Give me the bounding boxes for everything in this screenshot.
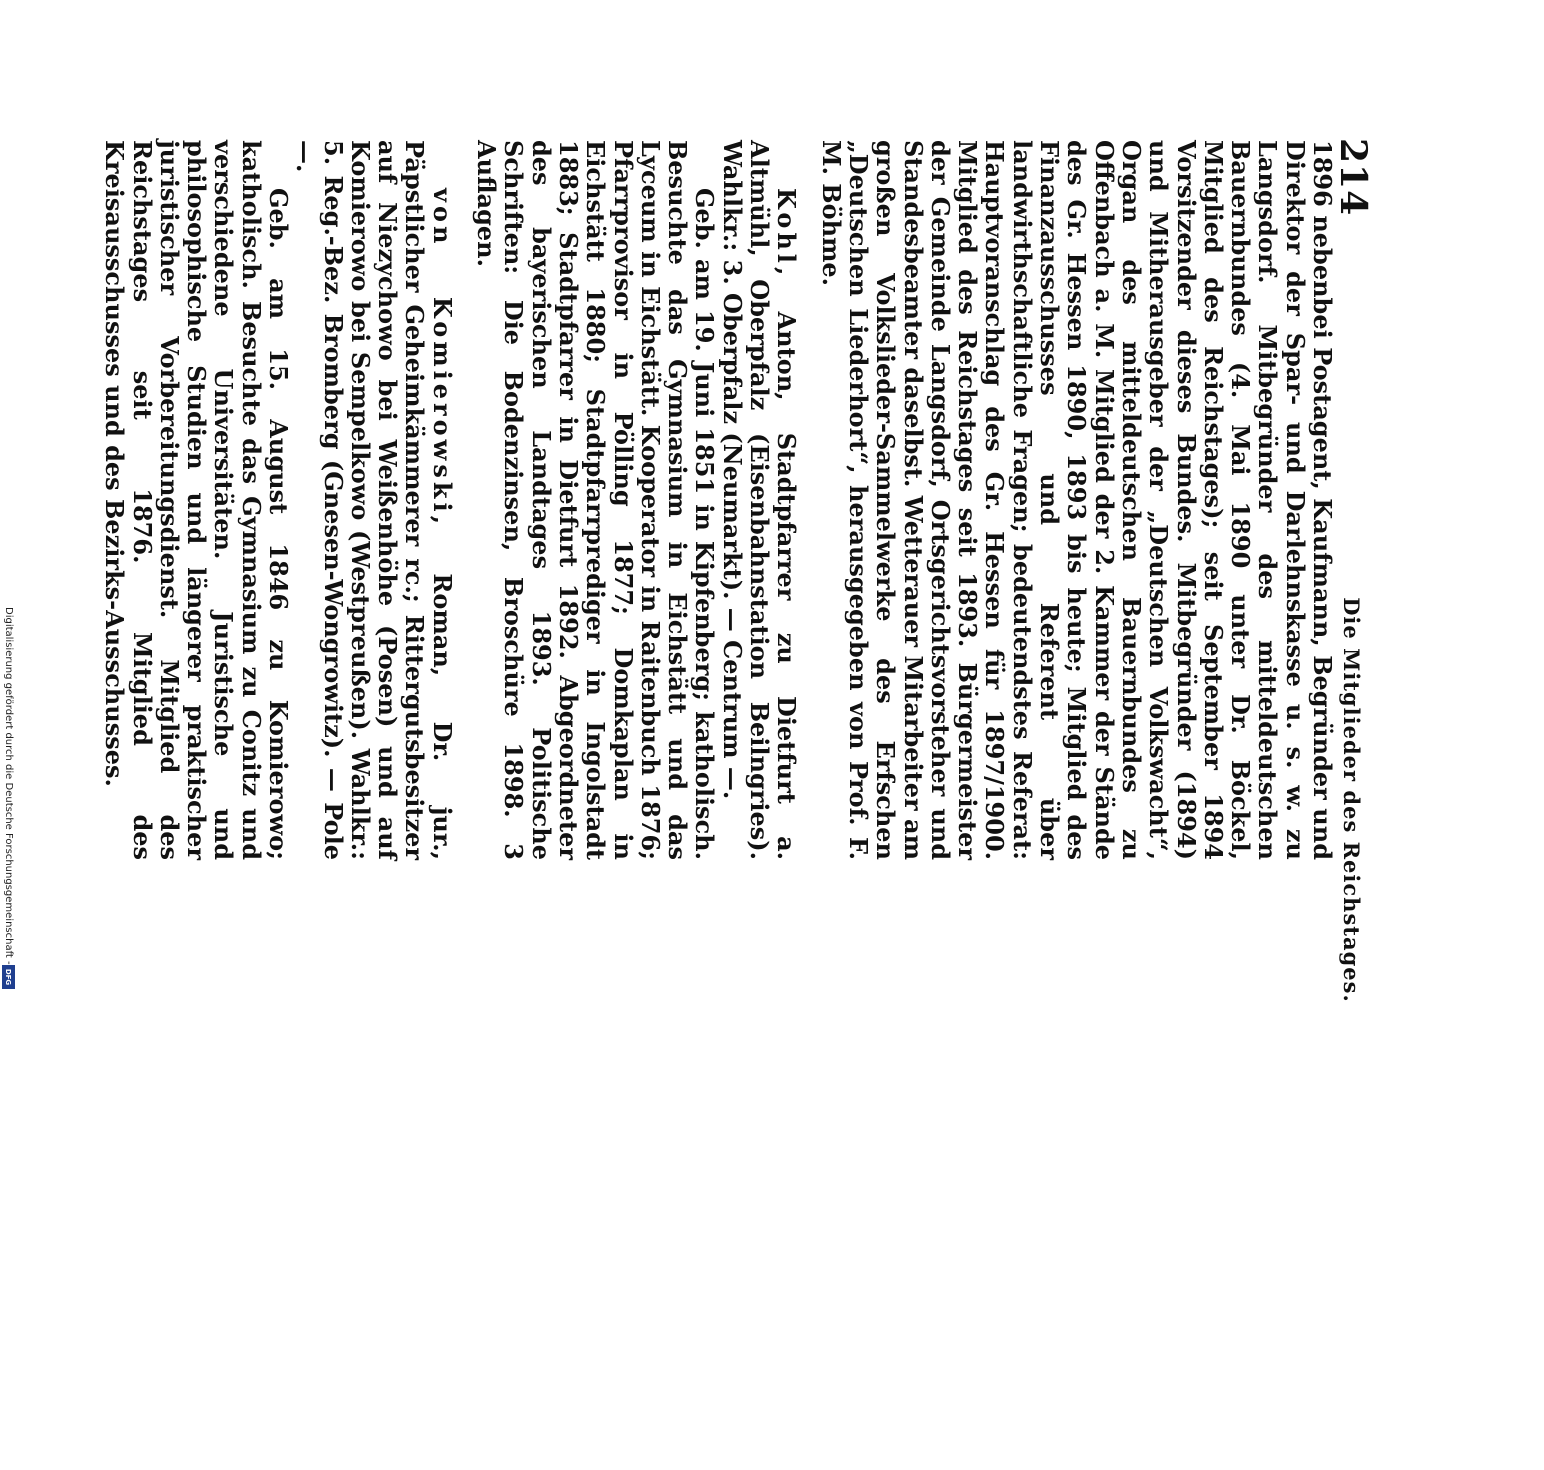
entry-continuation-paragraph: 1896 nebenbei Postagent, Kaufmann, Begründer und Direktor der Spar- und Darlehnskasse u. s. w. zu Langsdorf. Mitbegründer des mitteldeutschen Bauernbundes (4. Mai 1890 unter Dr. Böckel, Mitglied des Reichstages); seit September 1894 Vorsitzender dieses Bundes. Mitbegründer (1894) und Mitherausgeber der „Deutschen Volkswacht“, Organ des mitteldeutschen Bauernbundes zu Offenbach a. M. Mitglied der 2. Kammer der Stände des Gr. Hessen 1890, 1893 bis heute; Mitglied des Finanzausschusses und Referent über landwirthschaftliche Fragen; bedeutendstes Referat: Hauptvoranschlag des Gr. Hessen für 1897/1900. Mitglied des Reichstages seit 1893. Bürgermeister der Gemeinde Langsdorf, Ortsgerichtsvorsteher und Standesbeamter daselbst. Wetterauer Mitarbeiter am großen Volkslieder-Sammelwerke des Erfschen „Deutschen Liederhort“, herausgegeben von Prof. F. M. Böhme.: [816, 140, 1337, 860]
entry-summary: Roman, Dr. jur., Päpstlicher Geheimkämmerer rc.; Rittergutsbesitzer auf Niezychowo bei Weißenhöhe (Posen) und auf Komierowo bei Sempelkowo (Westpreußen). Wahlkr.: 5. Reg.-Bez. Bromberg (Gnesen-Wongrowitz). — Pole —.: [291, 140, 457, 860]
digitization-credit: [0, 0, 18, 1000]
entry-name: Kohl,: [772, 188, 802, 280]
entry-summary: Anton, Stadtpfarrer zu Dietfurt a. Altmühl, Oberpfalz (Eisenbahnstation Beilngries). Wahlkr.: 3. Oberpfalz (Neumarkt). — Centrum —.: [717, 140, 802, 861]
credit-text: Digitalisierung gefördert durch die Deutsche Forschungsgemeinschaft -: [3, 607, 14, 965]
entry-biography: Geb. am 15. August 1846 zu Komierowo; katholisch. Besuchte das Gymnasium zu Conitz und verschiedene Universitäten. Juristische und philosophische Studien und längerer praktischer juristischer Vorbereitungsdienst. Mitglied des Reichstages seit 1876. Mitglied des Kreisausschusses und des Bezirks-Ausschusses.: [100, 140, 294, 860]
entry-name: von Komierowski,: [427, 188, 457, 528]
running-head: Die Mitglieder des Reichstages.: [1339, 597, 1364, 1003]
entry-kohl-header: [718, 140, 800, 860]
entry-biography: Geb. am 19. Juni 1851 in Kipfenberg; katholisch. Besuchte das Gymnasium in Eichstätt und das Lyceum in Eichstätt. Kooperator in Raitenbuch 1876; Pfarrprovisor in Pölling 1877; Domkaplan in Eichstätt 1880; Stadtpfarrprediger in Ingolstadt 1883; Stadtpfarrer in Dietfurt 1892. Abgeordneter des bayerischen Landtages 1893. Politische Schriften: Die Bodenzinsen, Broschüre 1898. 3 Auflagen.: [472, 140, 720, 860]
body-text: [101, 140, 1336, 860]
dfg-logo: DFG: [2, 965, 15, 989]
entry-komierowski-header: [292, 140, 456, 860]
page-number: 214: [1332, 138, 1374, 217]
